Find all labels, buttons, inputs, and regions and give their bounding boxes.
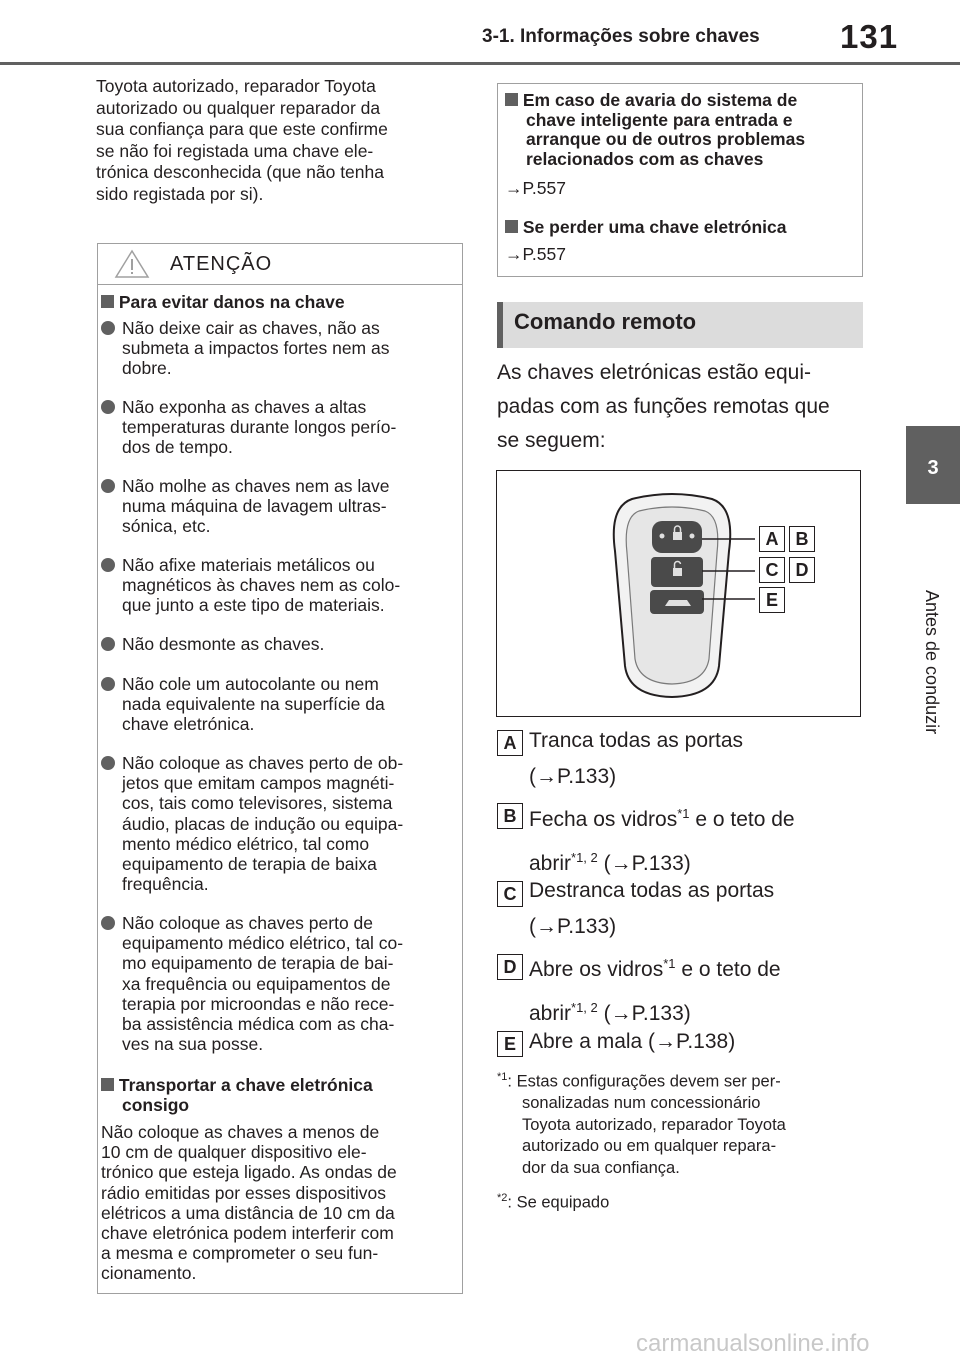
subheading-text: arranque ou de outros problemas (526, 129, 806, 149)
bullet-line: Não coloque as chaves perto de (122, 913, 373, 933)
intro-line: sua confiança para que este confirme (96, 119, 388, 139)
bullet-line: ba assistência médica com as cha- (122, 1014, 395, 1035)
intro-line: sido registada por si). (96, 183, 264, 204)
bullet-line: nada equivalente na superfície da (122, 694, 385, 715)
bullet-dot-icon (101, 321, 115, 335)
paragraph-line: a mesma e comprometer o seu fun- (101, 1243, 379, 1264)
footnote-line: autorizado ou em qualquer repara- (522, 1137, 777, 1155)
bullet-dot-icon (101, 756, 115, 770)
item-label-e: E (497, 1031, 523, 1057)
subheading-text: relacionados com as chaves (526, 148, 764, 169)
warning-paragraph (101, 1122, 453, 1284)
key-figure (496, 470, 861, 717)
info-subheading (505, 91, 855, 169)
remote-item-a (529, 723, 859, 795)
footnote-2 (497, 1188, 857, 1214)
bullet-line: jetos que emitam campos magnéti- (122, 773, 395, 794)
warning-bullet (101, 674, 453, 735)
intro-line: padas com as funções remotas que (497, 395, 830, 418)
item-label-a: A (497, 730, 523, 756)
bullet-line: que junto a este tipo de materiais. (122, 595, 385, 616)
footnote-line: dor da sua confiança. (522, 1158, 680, 1177)
watermark: carmanualsonline.info (636, 1330, 870, 1357)
footnote-line: Toyota autorizado, reparador Toyota (522, 1115, 786, 1134)
footnote-line: sonalizadas num concessionário (522, 1094, 761, 1112)
item-line: Destranca todas as portas (529, 879, 775, 902)
item-label-d: D (497, 954, 523, 980)
item-line: (→P.133) (529, 915, 617, 938)
footnote-1 (497, 1067, 857, 1179)
bullet-line: numa máquina de lavagem ultras- (122, 496, 387, 517)
subheading-text: Em caso de avaria do sistema de (522, 90, 798, 110)
bullet-dot-icon (101, 400, 115, 414)
bullet-dot-icon (101, 479, 115, 493)
item-line: Tranca todas as portas (529, 729, 743, 752)
item-line: Fecha os vidros$^{*1}$ e o teto de (529, 806, 795, 831)
bullet-line: mo equipamento de terapia de bai- (122, 953, 394, 974)
square-bullet-icon (101, 1078, 114, 1091)
footnote-line: : Se equipado (507, 1193, 610, 1212)
intro-paragraph (96, 76, 456, 205)
bullet-line: frequência. (122, 874, 209, 895)
item-line: (→P.133) (529, 765, 617, 788)
warning-bullet (101, 476, 453, 537)
bullet-line: mento médico elétrico, tal como (122, 833, 370, 854)
remote-item-b (529, 796, 859, 882)
info-subheading (505, 218, 786, 238)
section-title: 3-1. Informações sobre chaves (482, 26, 760, 47)
footnote-mark: *1 (497, 1071, 508, 1083)
bullet-line: cos, tais como televisores, sistema (122, 793, 393, 814)
bullet-line: equipamento de terapia de baixa (122, 854, 377, 875)
chapter-tab: 3 (906, 426, 960, 504)
subheading-text: chave inteligente para entrada e (526, 109, 793, 130)
bullet-line: áudio, placas de indução ou equipa- (122, 813, 404, 834)
warning-bullet (101, 397, 453, 458)
section-heading-accent (497, 302, 503, 348)
page-number: 131 (840, 18, 899, 55)
item-line: Abre a mala (→P.138) (529, 1030, 736, 1053)
bullet-line: xa frequência ou equipamentos de (122, 973, 391, 994)
smart-key-illustration (497, 471, 859, 715)
intro-line: Toyota autorizado, reparador Toyota (96, 76, 376, 96)
remote-intro (497, 356, 863, 458)
square-bullet-icon (101, 295, 114, 308)
warning-title: ATENÇÃO (170, 253, 273, 275)
figure-label-b: B (789, 526, 815, 552)
bullet-line: Não deixe cair as chaves, não as (122, 318, 380, 338)
paragraph-line: trónico que esteja ligado. As ondas de (101, 1162, 397, 1183)
bullet-line: Não desmonte as chaves. (122, 634, 325, 654)
page-reference-link[interactable]: →P.557 (505, 244, 566, 264)
paragraph-line: chave eletrónica podem interferir com (101, 1223, 394, 1244)
warning-subheading (101, 1075, 453, 1115)
bullet-line: submeta a impactos fortes nem as (122, 338, 390, 359)
remote-item-c (529, 873, 859, 945)
bullet-line: Não cole um autocolante ou nem (122, 674, 379, 694)
bullet-line: chave eletrónica. (122, 714, 255, 735)
subheading-text: Transportar a chave eletrónica (118, 1075, 373, 1095)
square-bullet-icon (505, 93, 518, 106)
figure-label-d: D (789, 557, 815, 583)
bullet-line: sónica, etc. (122, 516, 211, 537)
item-line: Abre os vidros$^{*1}$ e o teto de (529, 956, 781, 981)
warning-bullet (101, 318, 453, 379)
warning-bullet (101, 753, 453, 894)
warning-subheading (101, 292, 345, 312)
figure-label-a: A (759, 526, 785, 552)
subheading-text: consigo (122, 1095, 190, 1115)
warning-bullet (101, 913, 453, 1054)
item-label-b: B (497, 803, 523, 829)
intro-line: se não foi registada uma chave ele- (96, 140, 374, 161)
header-rule (0, 62, 960, 65)
bullet-line: terapia por microondas e não rece- (122, 993, 395, 1014)
bullet-dot-icon (101, 677, 115, 691)
square-bullet-icon (505, 220, 518, 233)
footnote-mark: *2 (497, 1192, 508, 1204)
page-reference-link[interactable]: →P.557 (505, 178, 566, 198)
paragraph-line: elétricos a uma distância de 10 cm da (101, 1202, 395, 1223)
bullet-line: Não molhe as chaves nem as lave (122, 476, 390, 496)
chapter-title: Antes de conduzir (922, 590, 942, 735)
warning-triangle-icon (114, 249, 150, 279)
bullet-line: dos de tempo. (122, 437, 233, 458)
figure-label-e: E (759, 587, 785, 613)
remote-item-d (529, 946, 859, 1032)
bullet-line: dobre. (122, 358, 172, 379)
footnote-line: : Estas configurações devem ser per- (507, 1072, 781, 1091)
bullet-line: temperaturas durante longos perío- (122, 417, 397, 438)
warning-header (97, 243, 463, 285)
paragraph-line: Não coloque as chaves a menos de (101, 1122, 380, 1142)
bullet-line: ves na sua posse. (122, 1034, 264, 1055)
item-label-c: C (497, 881, 523, 907)
section-heading: Comando remoto (514, 309, 697, 334)
bullet-dot-icon (101, 637, 115, 651)
subheading-text: Se perder uma chave eletrónica (522, 217, 787, 237)
bullet-dot-icon (101, 558, 115, 572)
remote-item-e (529, 1024, 859, 1060)
intro-line: trónica desconhecida (que não tenha (96, 162, 384, 182)
intro-line: se seguem: (497, 429, 606, 452)
paragraph-line: cionamento. (101, 1263, 197, 1284)
bullet-dot-icon (101, 916, 115, 930)
item-line: abrir$^{*1, 2}$ (→P.133) (529, 1000, 691, 1025)
bullet-line: Não exponha as chaves a altas (122, 397, 367, 417)
paragraph-line: 10 cm de qualquer dispositivo ele- (101, 1142, 367, 1163)
item-line: abrir$^{*1, 2}$ (→P.133) (529, 850, 691, 875)
figure-label-c: C (759, 557, 785, 583)
bullet-line: equipamento médico elétrico, tal co- (122, 933, 404, 954)
bullet-line: Não coloque as chaves perto de ob- (122, 753, 404, 773)
bullet-line: Não afixe materiais metálicos ou (122, 555, 375, 575)
paragraph-line: rádio emitidas por esses dispositivos (101, 1182, 386, 1203)
intro-line: autorizado ou qualquer reparador da (96, 97, 381, 118)
warning-bullet (101, 634, 453, 654)
bullet-line: magnéticos às chaves nem as colo- (122, 575, 401, 596)
warning-bullet (101, 555, 453, 616)
subheading-text: Para evitar danos na chave (118, 292, 345, 312)
intro-line: As chaves eletrónicas estão equi- (497, 361, 812, 384)
